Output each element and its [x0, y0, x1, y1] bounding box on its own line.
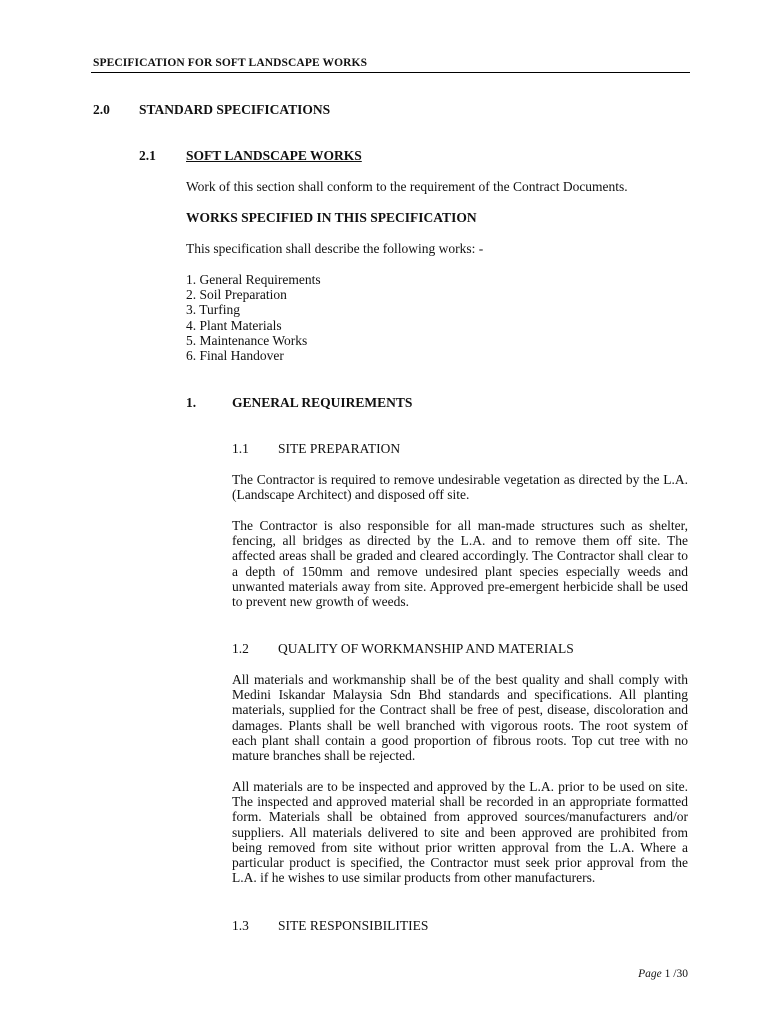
list-item: 2. Soil Preparation: [186, 287, 287, 303]
section-number: 2.0: [93, 102, 110, 117]
section-title: STANDARD SPECIFICATIONS: [139, 102, 331, 117]
item-title: QUALITY OF WORKMANSHIP AND MATERIALS: [278, 641, 574, 656]
subsection-intro: Work of this section shall conform to the requirement of the Contract Documents.: [186, 179, 628, 194]
general-number: 1.: [186, 395, 197, 410]
item-number: 1.3: [232, 918, 249, 933]
item-number: 1.2: [232, 641, 249, 656]
works-heading: WORKS SPECIFIED IN THIS SPECIFICATION: [186, 210, 477, 225]
item-number: 1.1: [232, 441, 249, 456]
page-total: /30: [673, 968, 688, 980]
header-rule: [91, 72, 690, 73]
list-item: 3. Turfing: [186, 302, 241, 318]
paragraph: All materials are to be inspected and approved by the L.A. prior to be used on site. The inspected and approved material shall be recorded in an appropriate formatted form. Materials shall be obtained from approved sources/manufacturers and/or suppliers. All materials delivered to site and been approved are prohibited from being removed from site without prior written approval from the L.A. Where a particular product is specified, the Contractor must seek prior approval from the L.A. if he wishes to use similar products from other manufacturers.: [232, 779, 688, 886]
item-title: SITE RESPONSIBILITIES: [278, 918, 429, 933]
list-item: 1. General Requirements: [186, 272, 321, 287]
item-title: SITE PREPARATION: [278, 441, 401, 456]
paragraph: The Contractor is required to remove undesirable vegetation as directed by the L.A. (Landscape Architect) and disposed off site.: [232, 472, 688, 503]
paragraph: The Contractor is also responsible for all man-made structures such as shelter, fencing, all bridges as directed by the L.A. and to remove them off site. The affected areas shall be graded and cleared accordingly. The Contractor shall clear to a depth of 150mm and remove undesired plant species especially weeds and unwanted materials away from site. Approved pre-emergent herbicide shall be used to prevent new growth of weeds.: [232, 518, 688, 610]
list-item: 6. Final Handover: [186, 348, 284, 364]
page-header-title: SPECIFICATION FOR SOFT LANDSCAPE WORKS: [93, 57, 368, 69]
subsection-number: 2.1: [139, 148, 156, 163]
page-footer: [638, 968, 688, 980]
page-number: 1: [664, 968, 671, 980]
general-title: GENERAL REQUIREMENTS: [232, 395, 413, 410]
list-item: 4. Plant Materials: [186, 317, 282, 333]
page-label: Page: [638, 968, 662, 980]
subsection-title: SOFT LANDSCAPE WORKS: [186, 148, 362, 163]
list-item: 5. Maintenance Works: [186, 332, 308, 348]
works-intro: This specification shall describe the following works: -: [186, 241, 484, 256]
works-list: [186, 272, 321, 363]
paragraph: All materials and workmanship shall be of the best quality and shall comply with Medini Iskandar Malaysia Sdn Bhd standards and specifications. All planting materials, supplied for the Contract shall be free of pest, disease, discoloration and damages. Plants shall be well branched with vigorous roots. The root system of each plant shall contain a good proportion of fibrous roots. Top cut tree with no mature branches shall be rejected.: [232, 672, 688, 764]
